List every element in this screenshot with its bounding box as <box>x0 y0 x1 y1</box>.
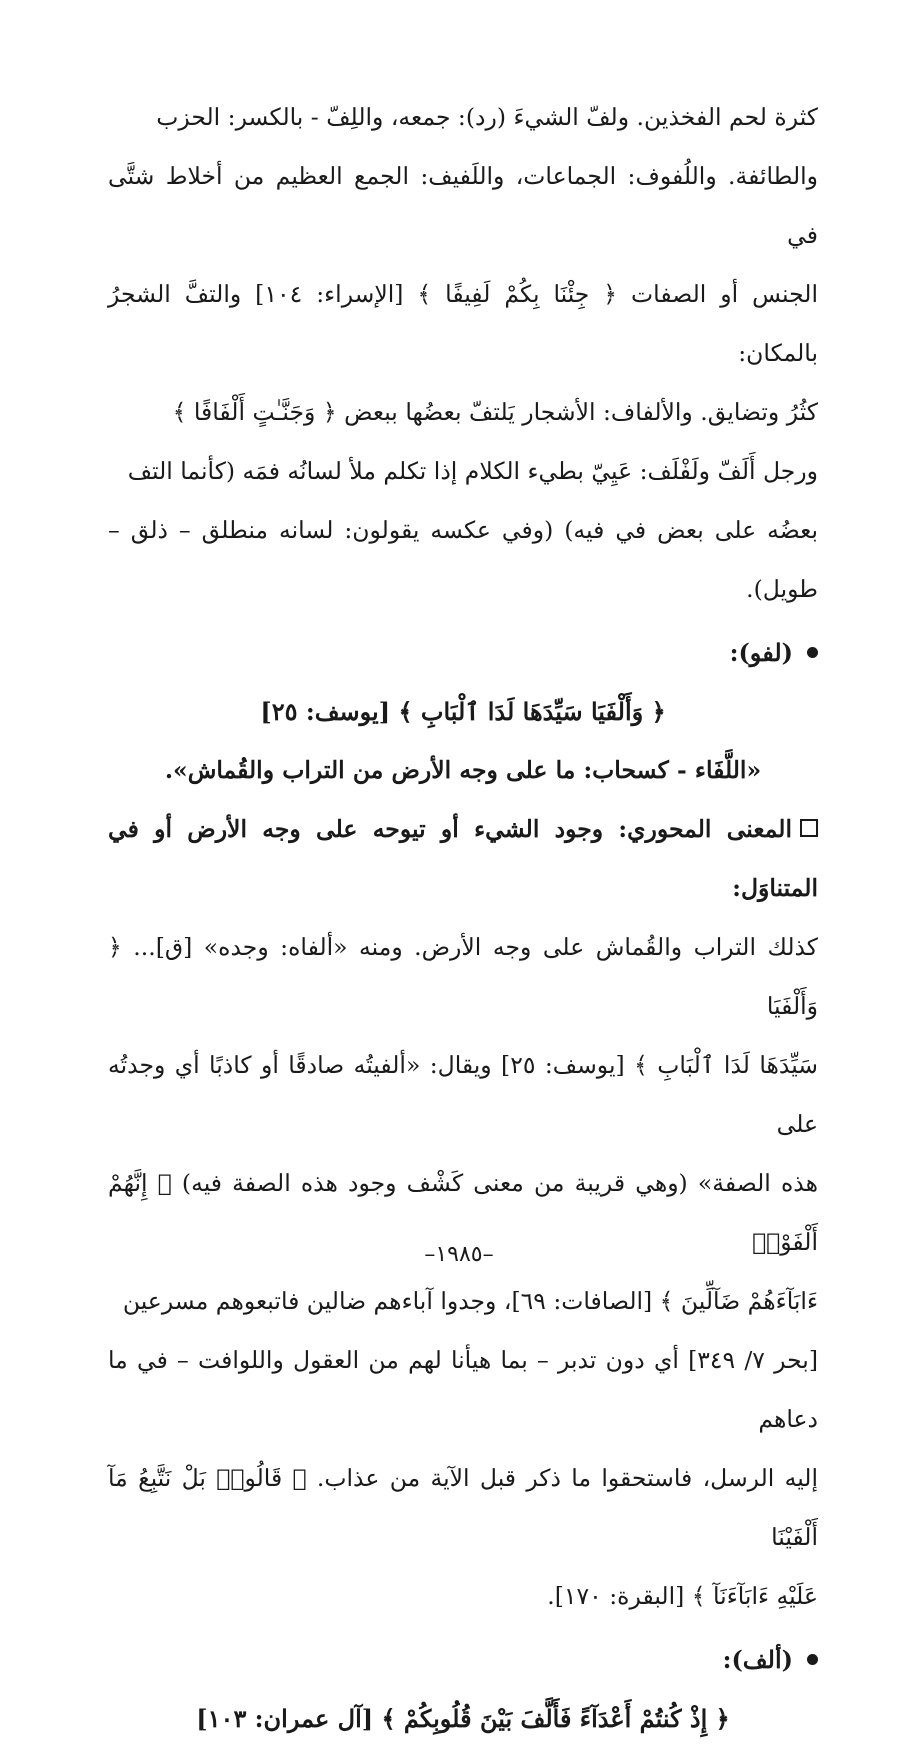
entry-heading-lfw <box>108 623 818 682</box>
entry-heading-text: (لفو): <box>729 638 793 667</box>
paragraph-line: الجنس أو الصفات ﴿ جِئْنَا بِكُمْ لَفِيفًا ﴾ [الإسراء: ١٠٤] والتفَّ الشجرُ بالمكان: <box>108 280 818 367</box>
core-meaning-text: المعنى المحوري: وجود الشيء أو تيوحه على وجه الأرض أو في المتناوَل: <box>108 815 818 902</box>
quran-quote-alf: ﴿ إِذْ كُنتُمْ أَعْدَآءً فَأَلَّفَ بَيْنَ قُلُوبِكُمْ ﴾ [آل عمران: ١٠٣] <box>196 1704 730 1733</box>
entry-heading-alf <box>108 1630 818 1689</box>
paragraph-line: ورجل أَلَفّ ولَفْلَف: عَيِيّ بطيء الكلام إذا تكلم ملأ لسانُه فمَه (كأنما التف <box>127 457 818 485</box>
paragraph-line: كذلك التراب والقُماش على وجه الأرض. ومنه «ألفاه: وجده» [ق]... ﴿ وَأَلْفَيَا <box>108 933 818 1020</box>
paragraph-line: إليه الرسل، فاستحقوا ما ذكر قبل الآية من عذاب. ﴿ قَالُوا۟ بَلْ نَتَّبِعُ مَآ أَلْفَيْنَا <box>108 1464 818 1551</box>
core-meaning-line <box>108 800 818 918</box>
quran-quote-lfw: ﴿ وَأَلْفَيَا سَيِّدَهَا لَدَا ٱلْبَابِ ﴾ [يوسف: ٢٥] <box>260 697 666 726</box>
document-page <box>108 88 819 1733</box>
bullet-icon <box>807 1654 818 1665</box>
paragraph-line: كثرة لحم الفخذين. ولفّ الشيءَ (رد): جمعه، واللِفّ - بالكسر: الحزب <box>156 103 818 131</box>
square-box-icon <box>800 819 818 837</box>
paragraph-line: ءَابَآءَهُمْ ضَآلِّينَ ﴾ [الصافات: ٦٩]، وجدوا آباءهم ضالين فاتبعوهم مسرعين <box>122 1287 818 1315</box>
definition-lfw: «اللَّفَاء - كسحاب: ما على وجه الأرض من التراب والقُماش». <box>164 756 762 784</box>
section-lff-body <box>108 88 818 619</box>
section-lfw-body <box>108 800 818 1626</box>
paragraph-line: عَلَيْهِ ءَابَآءَنَآ ﴾ [البقرة: ١٧٠]. <box>547 1582 818 1610</box>
paragraph-line: هذه الصفة» (وهي قريبة من معنى كَشْف وجود هذه الصفة فيه) ﴿ إِنَّهُمْ أَلْفَوْا۟ <box>108 1169 818 1256</box>
entry-heading-text: (ألف): <box>722 1645 793 1674</box>
paragraph-line: [بحر ٧/ ٣٤٩] أي دون تدبر – بما هيأنا لهم من العقول واللوافت – في ما دعاهم <box>108 1346 818 1433</box>
page-number: –١٩٨٥– <box>424 1242 494 1267</box>
paragraph-line: والطائفة. واللُفوف: الجماعات، واللَفيف: الجمع العظيم من أخلاط شتَّى في <box>108 162 818 249</box>
paragraph-line: سَيِّدَهَا لَدَا ٱلْبَابِ ﴾ [يوسف: ٢٥] ويقال: «ألفيتُه صادقًا أو كاذبًا أي وجدتُه على <box>108 1051 819 1138</box>
paragraph-line: كثُرُ وتضايق. والألفاف: الأشجار يَلتفّ بعضُها ببعض ﴿ وَجَنَّـٰتٍ أَلْفَافًا ﴾ <box>172 398 818 426</box>
paragraph-line: بعضُه على بعض في فيه) (وفي عكسه يقولون: لسانه منطلق – ذلق – طويل). <box>108 516 818 603</box>
bullet-icon <box>807 647 818 658</box>
